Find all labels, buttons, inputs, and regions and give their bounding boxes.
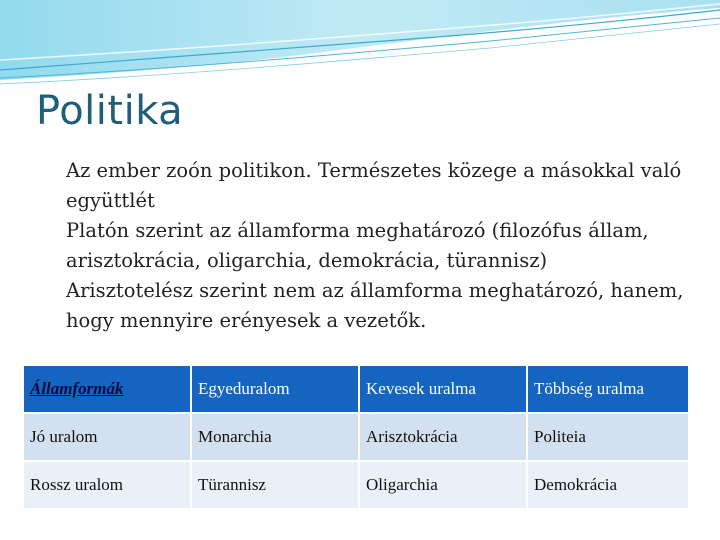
bullet-list (22, 156, 702, 336)
table-cell: Demokrácia (528, 462, 688, 508)
table-cell: Rossz uralom (24, 462, 190, 508)
list-item (22, 156, 702, 216)
table-header-cell: Egyeduralom (192, 366, 358, 412)
table-cell: Oligarchia (360, 462, 526, 508)
table-cell: Monarchia (192, 414, 358, 460)
table-cell: Jó uralom (24, 414, 190, 460)
table-cell: Türannisz (192, 462, 358, 508)
bullet-text: Platón szerint az államforma meghatározó (filozófus állam, arisztokrácia, oligarchia, demokrácia, türannisz) (66, 219, 649, 272)
bullet-text: Az ember zoón politikon. Természetes közege a másokkal való együttlét (66, 159, 682, 212)
list-item (22, 216, 702, 276)
table-header-cell: Többség uralma (528, 366, 688, 412)
table-header-row (24, 366, 688, 412)
table-header-link[interactable]: Államformák (24, 366, 190, 412)
table-cell: Politeia (528, 414, 688, 460)
table-header-cell: Kevesek uralma (360, 366, 526, 412)
table-cell: Arisztokrácia (360, 414, 526, 460)
decorative-wave-header (0, 0, 720, 90)
page-title: Politika (36, 88, 184, 134)
bullet-text: Arisztotelész szerint nem az államforma meghatározó, hanem, hogy mennyire erényesek a vezetők. (66, 279, 684, 332)
table-row (24, 462, 688, 508)
table-row (24, 414, 688, 460)
state-forms-table (22, 364, 690, 510)
list-item (22, 276, 702, 336)
